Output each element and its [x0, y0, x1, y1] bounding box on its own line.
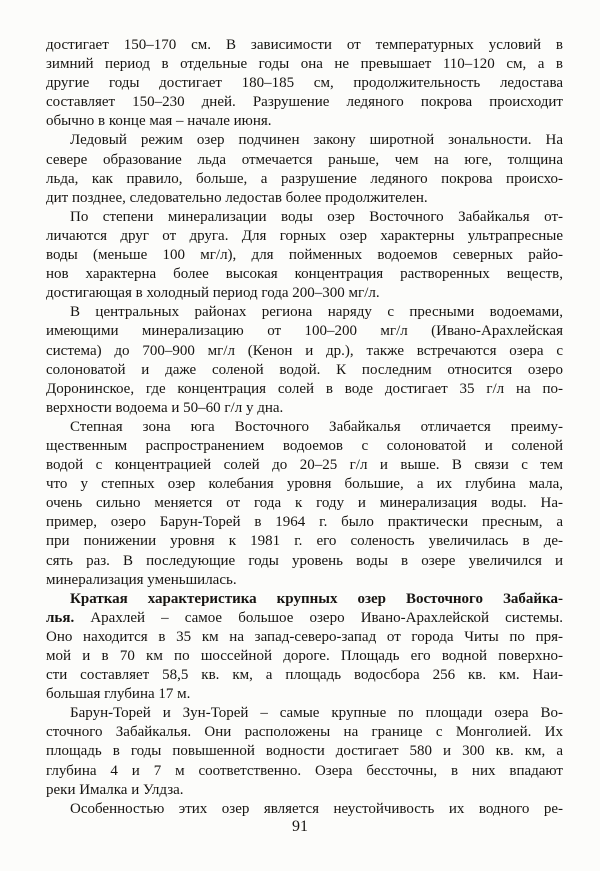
- body-text: дит позднее, следовательно ледостав более продолжителен.: [46, 189, 428, 206]
- text-line: [46, 36, 563, 55]
- text-line: [46, 685, 563, 704]
- body-text: Барун-Торей и Зун-Торей – самые крупные по площади озера Во-: [70, 705, 563, 722]
- text-line: [46, 475, 563, 494]
- body-text: имеющими минерализацию от 100–200 мг/л (Ивано-Арахлейская: [46, 323, 563, 340]
- body-text: водой с концентрацией солей до 20–25 г/л и выше. В связи с тем: [46, 457, 563, 474]
- text-line: [46, 170, 563, 189]
- text-line: [46, 800, 563, 819]
- text-line: [46, 208, 563, 227]
- body-text: мой и в 70 км по шоссейной дороге. Площадь его водной поверхно-: [46, 648, 563, 664]
- text-line: [46, 380, 563, 399]
- text-line: [46, 571, 563, 590]
- body-text: очень сильно меняется от года к году и минерализация воды. На-: [46, 495, 563, 512]
- text-line: [46, 704, 563, 723]
- text-line: [46, 189, 563, 208]
- body-text: минерализация уменьшилась.: [46, 571, 237, 588]
- text-line: [46, 265, 563, 284]
- text-line: [46, 399, 563, 418]
- text-line: [46, 284, 563, 303]
- text-line: [46, 552, 563, 571]
- text-line: [46, 781, 563, 800]
- body-text: личаются друг от друга. Для горных озер характерны ультрапресные: [46, 227, 563, 244]
- body-text: обычно в конце мая – начале июня.: [46, 113, 272, 130]
- text-line: [46, 742, 563, 761]
- heading-bold-text: лья.: [46, 609, 91, 626]
- text-line: [46, 723, 563, 742]
- text-line: [46, 609, 563, 628]
- text-line: [46, 590, 563, 609]
- text-line: [46, 513, 563, 532]
- text-line: [46, 437, 563, 456]
- body-text: большая глубина 17 м.: [46, 686, 191, 703]
- page-number: 91: [292, 818, 308, 835]
- body-text: Арахлей – самое большое озеро Ивано-Арахлейской системы.: [90, 609, 563, 626]
- body-text: севере образование льда отмечается раньше, чем на юге, толщина: [46, 151, 563, 168]
- body-text: По степени минерализации воды озер Восточного Забайкалья от-: [70, 208, 563, 225]
- body-text: солоноватой и даже соленой водой. К последним относится озеро: [46, 361, 563, 378]
- heading-bold-text: Краткая характеристика крупных озер Восточного Забайка-: [70, 590, 563, 607]
- body-text: что у степных озер колебания уровня большие, а их глубина мала,: [46, 476, 563, 493]
- text-line: [46, 131, 563, 150]
- text-line: [46, 418, 563, 437]
- text-line: [46, 55, 563, 74]
- body-text: достигающая в холодный период года 200–300 мг/л.: [46, 285, 380, 302]
- text-line: [46, 74, 563, 93]
- text-line: [46, 647, 563, 666]
- text-line: [46, 361, 563, 380]
- text-line: [46, 303, 563, 322]
- body-text: нов характерна более высокая концентрация растворенных веществ,: [46, 266, 563, 283]
- body-text: другие годы достигает 180–185 см, продолжительность ледостава: [46, 75, 563, 92]
- text-block: [46, 36, 563, 819]
- text-line: [46, 762, 563, 781]
- text-line: [46, 227, 563, 246]
- body-text: льда, как правило, больше, а разрушение ледяного покрова происхо-: [46, 170, 563, 187]
- body-text: Доронинское, где концентрация солей в воде достигает 35 г/л на по-: [46, 380, 563, 397]
- text-line: [46, 456, 563, 475]
- body-text: В центральных районах региона наряду с пресными водоемами,: [70, 304, 563, 321]
- body-text: глубина 4 и 7 м соответственно. Озера бессточны, в них впадают: [46, 762, 563, 779]
- body-text: сточного Забайкалья. Они расположены на границе с Монголией. Их: [46, 724, 563, 741]
- body-text: верхности водоема и 50–60 г/л у дна.: [46, 399, 284, 416]
- text-line: [46, 246, 563, 265]
- body-text: Особенностью этих озер является неустойчивость их водного ре-: [70, 800, 563, 817]
- body-text: при понижении уровня к 1981 г. его соленость увеличилась в де-: [46, 533, 563, 550]
- body-text: реки Ималка и Улдза.: [46, 781, 184, 798]
- body-text: составляет 150–230 дней. Разрушение ледяного покрова происходит: [46, 94, 563, 111]
- text-line: [46, 494, 563, 513]
- text-line: [46, 342, 563, 361]
- body-text: пример, озеро Барун-Торей в 1964 г. было практически пресным, а: [46, 514, 563, 531]
- text-line: [46, 628, 563, 647]
- text-line: [46, 532, 563, 551]
- body-text: сти составляет 58,5 кв. км, а площадь водосбора 256 кв. км. Наи-: [46, 667, 563, 684]
- text-line: [46, 93, 563, 112]
- text-line: [46, 666, 563, 685]
- body-text: зимний период в отдельные годы она не превышает 110–120 см, а в: [46, 56, 563, 73]
- text-line: [46, 112, 563, 131]
- text-line: [46, 322, 563, 341]
- body-text: достигает 150–170 см. В зависимости от температурных условий в: [46, 37, 563, 53]
- body-text: воды (меньше 100 мг/л), для пойменных водоемов северных райо-: [46, 247, 563, 264]
- body-text: система) до 700–900 мг/л (Кенон и др.), также встречаются озера с: [46, 342, 563, 359]
- text-line: [46, 151, 563, 170]
- body-text: площадь в годы повышенной водности достигает 580 и 300 кв. км, а: [46, 743, 563, 760]
- body-text: Оно находится в 35 км на запад-северо-запад от города Читы по пря-: [46, 628, 563, 645]
- body-text: Ледовый режим озер подчинен закону широтной зональности. На: [70, 132, 563, 149]
- body-text: щественным распространением водоемов с солоноватой и соленой: [46, 437, 563, 454]
- body-text: Степная зона юга Восточного Забайкалья отличается преиму-: [70, 418, 563, 435]
- body-text: сять раз. В последующие годы уровень воды в озере увеличился и: [46, 552, 563, 569]
